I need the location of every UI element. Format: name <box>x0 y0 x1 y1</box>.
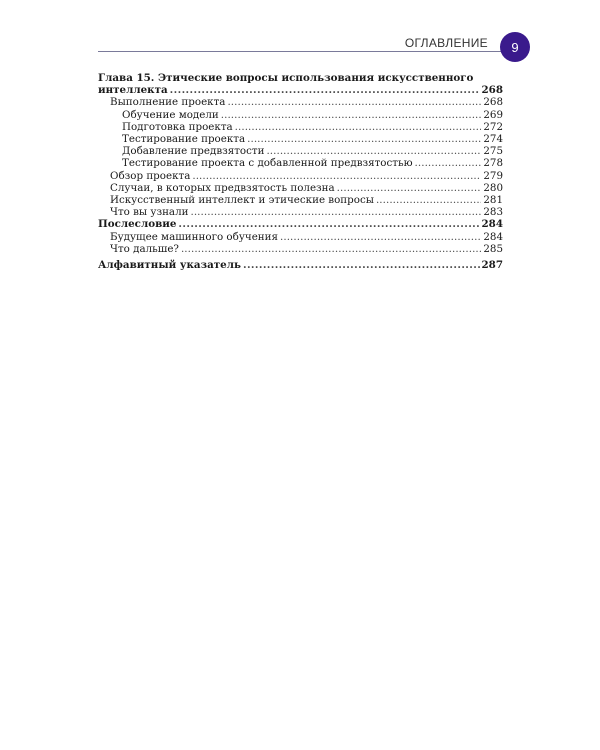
dot-leader <box>376 194 481 206</box>
toc-page: 274 <box>483 133 503 146</box>
toc-page: 283 <box>483 206 503 219</box>
dot-leader <box>247 133 481 145</box>
toc-row[interactable] <box>98 206 503 218</box>
toc-row[interactable] <box>98 109 503 121</box>
toc-page: 279 <box>483 169 503 182</box>
toc-row[interactable] <box>98 243 503 255</box>
toc-page: 278 <box>483 157 503 170</box>
toc-label: Что дальше? <box>110 242 179 255</box>
toc-label: Послесловие <box>98 218 177 231</box>
dot-leader <box>415 157 482 169</box>
toc-row-index[interactable] <box>98 259 503 271</box>
header-rule <box>98 51 506 52</box>
dot-leader <box>181 243 481 255</box>
table-of-contents <box>98 72 503 271</box>
toc-row[interactable] <box>98 133 503 145</box>
toc-page: 268 <box>481 84 503 97</box>
dot-leader <box>266 145 481 157</box>
toc-page: 272 <box>483 120 503 133</box>
toc-page: 280 <box>483 181 503 194</box>
toc-label: Обучение модели <box>122 108 219 121</box>
dot-leader <box>190 206 481 218</box>
dot-leader <box>280 231 481 243</box>
toc-page: 275 <box>483 145 503 158</box>
toc-row[interactable] <box>98 182 503 194</box>
toc-row[interactable] <box>98 170 503 182</box>
dot-leader <box>337 182 482 194</box>
toc-row-afterword[interactable] <box>98 218 503 230</box>
toc-row[interactable] <box>98 231 503 243</box>
toc-row[interactable] <box>98 157 503 169</box>
dot-leader <box>221 109 482 121</box>
toc-row[interactable] <box>98 194 503 206</box>
toc-label: Добавление предвзятости <box>122 145 265 158</box>
toc-row[interactable] <box>98 121 503 133</box>
toc-row[interactable] <box>98 145 503 157</box>
toc-label: Искусственный интеллект и этические вопросы <box>110 194 374 207</box>
chapter-heading: Глава 15. Этические вопросы использования искусственного <box>98 72 474 84</box>
toc-page: 268 <box>483 96 503 109</box>
toc-page: 285 <box>483 242 503 255</box>
toc-label: интеллекта <box>98 84 168 97</box>
dot-leader <box>192 170 481 182</box>
toc-page: 284 <box>483 230 503 243</box>
section-title: ОГЛАВЛЕНИЕ <box>404 36 488 50</box>
toc-label: Обзор проекта <box>110 169 191 182</box>
dot-leader <box>243 259 480 271</box>
running-header <box>98 30 506 52</box>
toc-label: Алфавитный указатель <box>98 259 241 272</box>
toc-label: Тестирование проекта <box>122 133 246 146</box>
toc-label: Будущее машинного обучения <box>110 230 279 243</box>
toc-page: 284 <box>481 218 503 231</box>
toc-row[interactable] <box>98 96 503 108</box>
toc-row-chapter[interactable] <box>98 84 503 96</box>
dot-leader <box>227 96 481 108</box>
dot-leader <box>235 121 482 133</box>
toc-label: Выполнение проекта <box>110 96 226 109</box>
toc-label: Тестирование проекта с добавленной предвзятостью <box>122 157 413 170</box>
toc-page: 269 <box>483 108 503 121</box>
toc-page: 287 <box>481 259 503 272</box>
toc-page: 281 <box>483 194 503 207</box>
dot-leader <box>170 84 480 96</box>
toc-label: Подготовка проекта <box>122 120 233 133</box>
page-number-badge: 9 <box>500 32 530 62</box>
toc-label: Случаи, в которых предвзятость полезна <box>110 181 335 194</box>
dot-leader <box>178 218 479 230</box>
toc-label: Что вы узнали <box>110 206 189 219</box>
